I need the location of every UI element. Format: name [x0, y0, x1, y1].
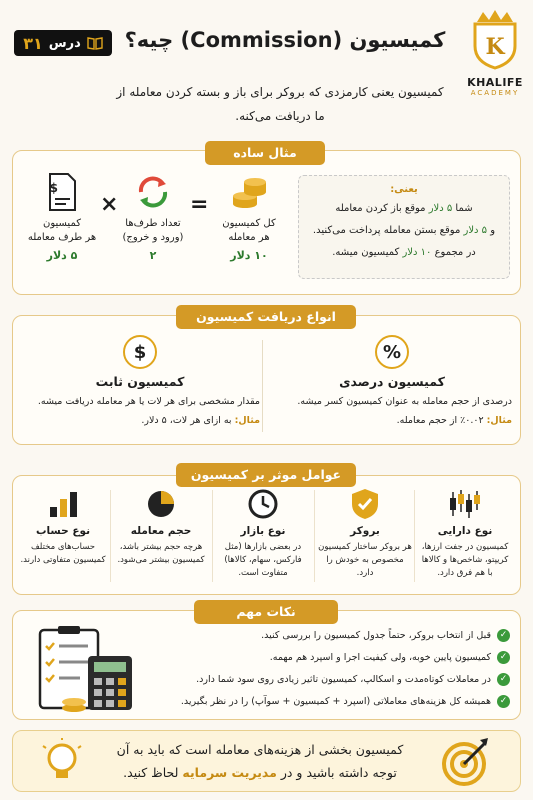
- list-item: ✓ در معاملات کوتاه‌مدت و اسکالپ، کمیسیون تاثیر زیادی روی سود شما دارد.: [150, 668, 510, 690]
- summary-text: کمیسیون بخشی از هزینه‌های معامله است که باید به آن توجه داشته باشید و در مدیریت سرمایه لحاظ کنید.: [116, 742, 404, 780]
- candlestick-icon: [447, 488, 483, 520]
- equals-sign: =: [190, 192, 209, 217]
- factor-trade-volume: حجم معامله هرچه حجم بیشتر باشد، کمیسیون بیشتر می‌شود.: [114, 487, 208, 567]
- factor-asset-type: نوع دارایی کمیسیون در جفت ارزها، کریپتو، شاخص‌ها و کالاها با هم فرق دارد.: [418, 487, 512, 580]
- sides-count: تعداد طرف‌ها (ورود و خروج) ۲: [108, 172, 198, 263]
- example-note: [298, 175, 510, 279]
- type-percent: [272, 335, 512, 426]
- factor-account-type: نوع حساب حساب‌های مختلف کمیسیون متفاوتی دارند.: [16, 487, 110, 567]
- note-line-2: و ۵ دلار موقع بستن معامله پرداخت می‌کنید.: [312, 225, 496, 236]
- types-heading: انواع دریافت کمیسیون: [176, 305, 356, 329]
- logo-sub: ACADEMY: [470, 89, 520, 97]
- shield-check-icon: [350, 487, 380, 521]
- pie-chart-icon: [145, 488, 177, 520]
- type-percent-desc: درصدی از حجم معامله به عنوان کمیسیون کسر میشه.: [297, 396, 512, 407]
- type-fixed-desc: مقدار مشخصی برای هر لات یا هر معامله دریافت میشه.: [37, 396, 260, 407]
- factor-separator: [414, 490, 415, 582]
- note-line-1: شما ۵ دلار موقع باز کردن معامله: [335, 203, 473, 214]
- tips-list: [150, 624, 510, 712]
- logo-letter: K: [485, 34, 505, 60]
- factor-market-type: نوع بازار در بعضی بازارها (مثل فارکس، سهام، کالاها) متفاوت است.: [216, 487, 310, 580]
- factors-heading: عوامل موثر بر کمیسیون: [176, 463, 356, 487]
- page-title: [120, 28, 450, 52]
- svg-text:$: $: [49, 181, 58, 195]
- total-value: ۱۰ دلار: [230, 249, 268, 262]
- type-percent-title: کمیسیون درصدی: [339, 374, 445, 389]
- type-fixed-title: کمیسیون ثابت: [95, 374, 185, 389]
- clock-icon: [247, 488, 279, 520]
- per-trade-value: ۵ دلار: [46, 249, 78, 262]
- note-line-3: در مجموع ۱۰ دلار کمیسیون میشه.: [332, 247, 476, 258]
- lightbulb-icon: [42, 738, 82, 784]
- book-icon: [87, 36, 103, 50]
- page-title-text: کمیسیون (Commission) چیه؟: [124, 28, 446, 52]
- check-icon: ✓: [497, 673, 510, 686]
- dollar-icon: $: [123, 335, 157, 369]
- lesson-badge: [14, 30, 112, 56]
- times-sign: ×: [100, 192, 119, 217]
- cycle-arrows-icon: [133, 172, 173, 212]
- factor-separator: [110, 490, 111, 582]
- coins-icon: [229, 172, 269, 212]
- factor-separator: [314, 490, 315, 582]
- list-item: ✓ قبل از انتخاب بروکر، حتماً جدول کمیسیون را بررسی کنید.: [150, 624, 510, 646]
- factor-broker: بروکر هر بروکر ساختار کمیسیون مخصوص به خودش را دارد.: [318, 487, 412, 580]
- total-commission: کل کمیسیون هر معامله ۱۰ دلار: [204, 172, 294, 263]
- check-icon: ✓: [497, 629, 510, 642]
- document-dollar-icon: [46, 172, 78, 212]
- check-icon: ✓: [497, 651, 510, 664]
- lesson-number: ۳۱: [23, 33, 43, 53]
- logo-brand: KHALIFE: [467, 76, 523, 89]
- check-icon: ✓: [497, 695, 510, 708]
- tips-heading: نکات مهم: [194, 600, 338, 624]
- types-divider: [262, 340, 263, 432]
- percent-icon: %: [375, 335, 409, 369]
- type-fixed-example: مثال: به ازای هر لات، ۵ دلار.: [141, 415, 260, 426]
- crown-shield-icon: [467, 8, 523, 70]
- note-title: یعنی:: [390, 184, 418, 195]
- intro-text: کمیسیون یعنی کارمزدی که بروکر برای باز و بسته کردن معامله از ما دریافت می‌کنه.: [116, 85, 444, 123]
- example-heading: مثال ساده: [205, 141, 325, 165]
- lesson-label: درس: [48, 35, 81, 51]
- per-trade-commission: $ کمیسیون هر طرف معامله ۵ دلار: [18, 172, 106, 263]
- checklist-calculator-icon: [34, 626, 138, 714]
- type-percent-example: مثال: ۰.۰۲٪ از حجم معامله.: [396, 415, 512, 426]
- list-item: ✓ همیشه کل هزینه‌های معاملاتی (اسپرد + کمیسیون + سوآپ) را در نظر بگیرید.: [150, 690, 510, 712]
- factor-separator: [212, 490, 213, 582]
- target-icon: [440, 736, 492, 788]
- bar-chart-icon: [47, 489, 79, 519]
- list-item: ✓ کمیسیون پایین خوبه، ولی کیفیت اجرا و اسپرد هم مهمه.: [150, 646, 510, 668]
- sides-value: ۲: [149, 249, 157, 262]
- logo: [462, 8, 528, 108]
- type-fixed: [20, 335, 260, 426]
